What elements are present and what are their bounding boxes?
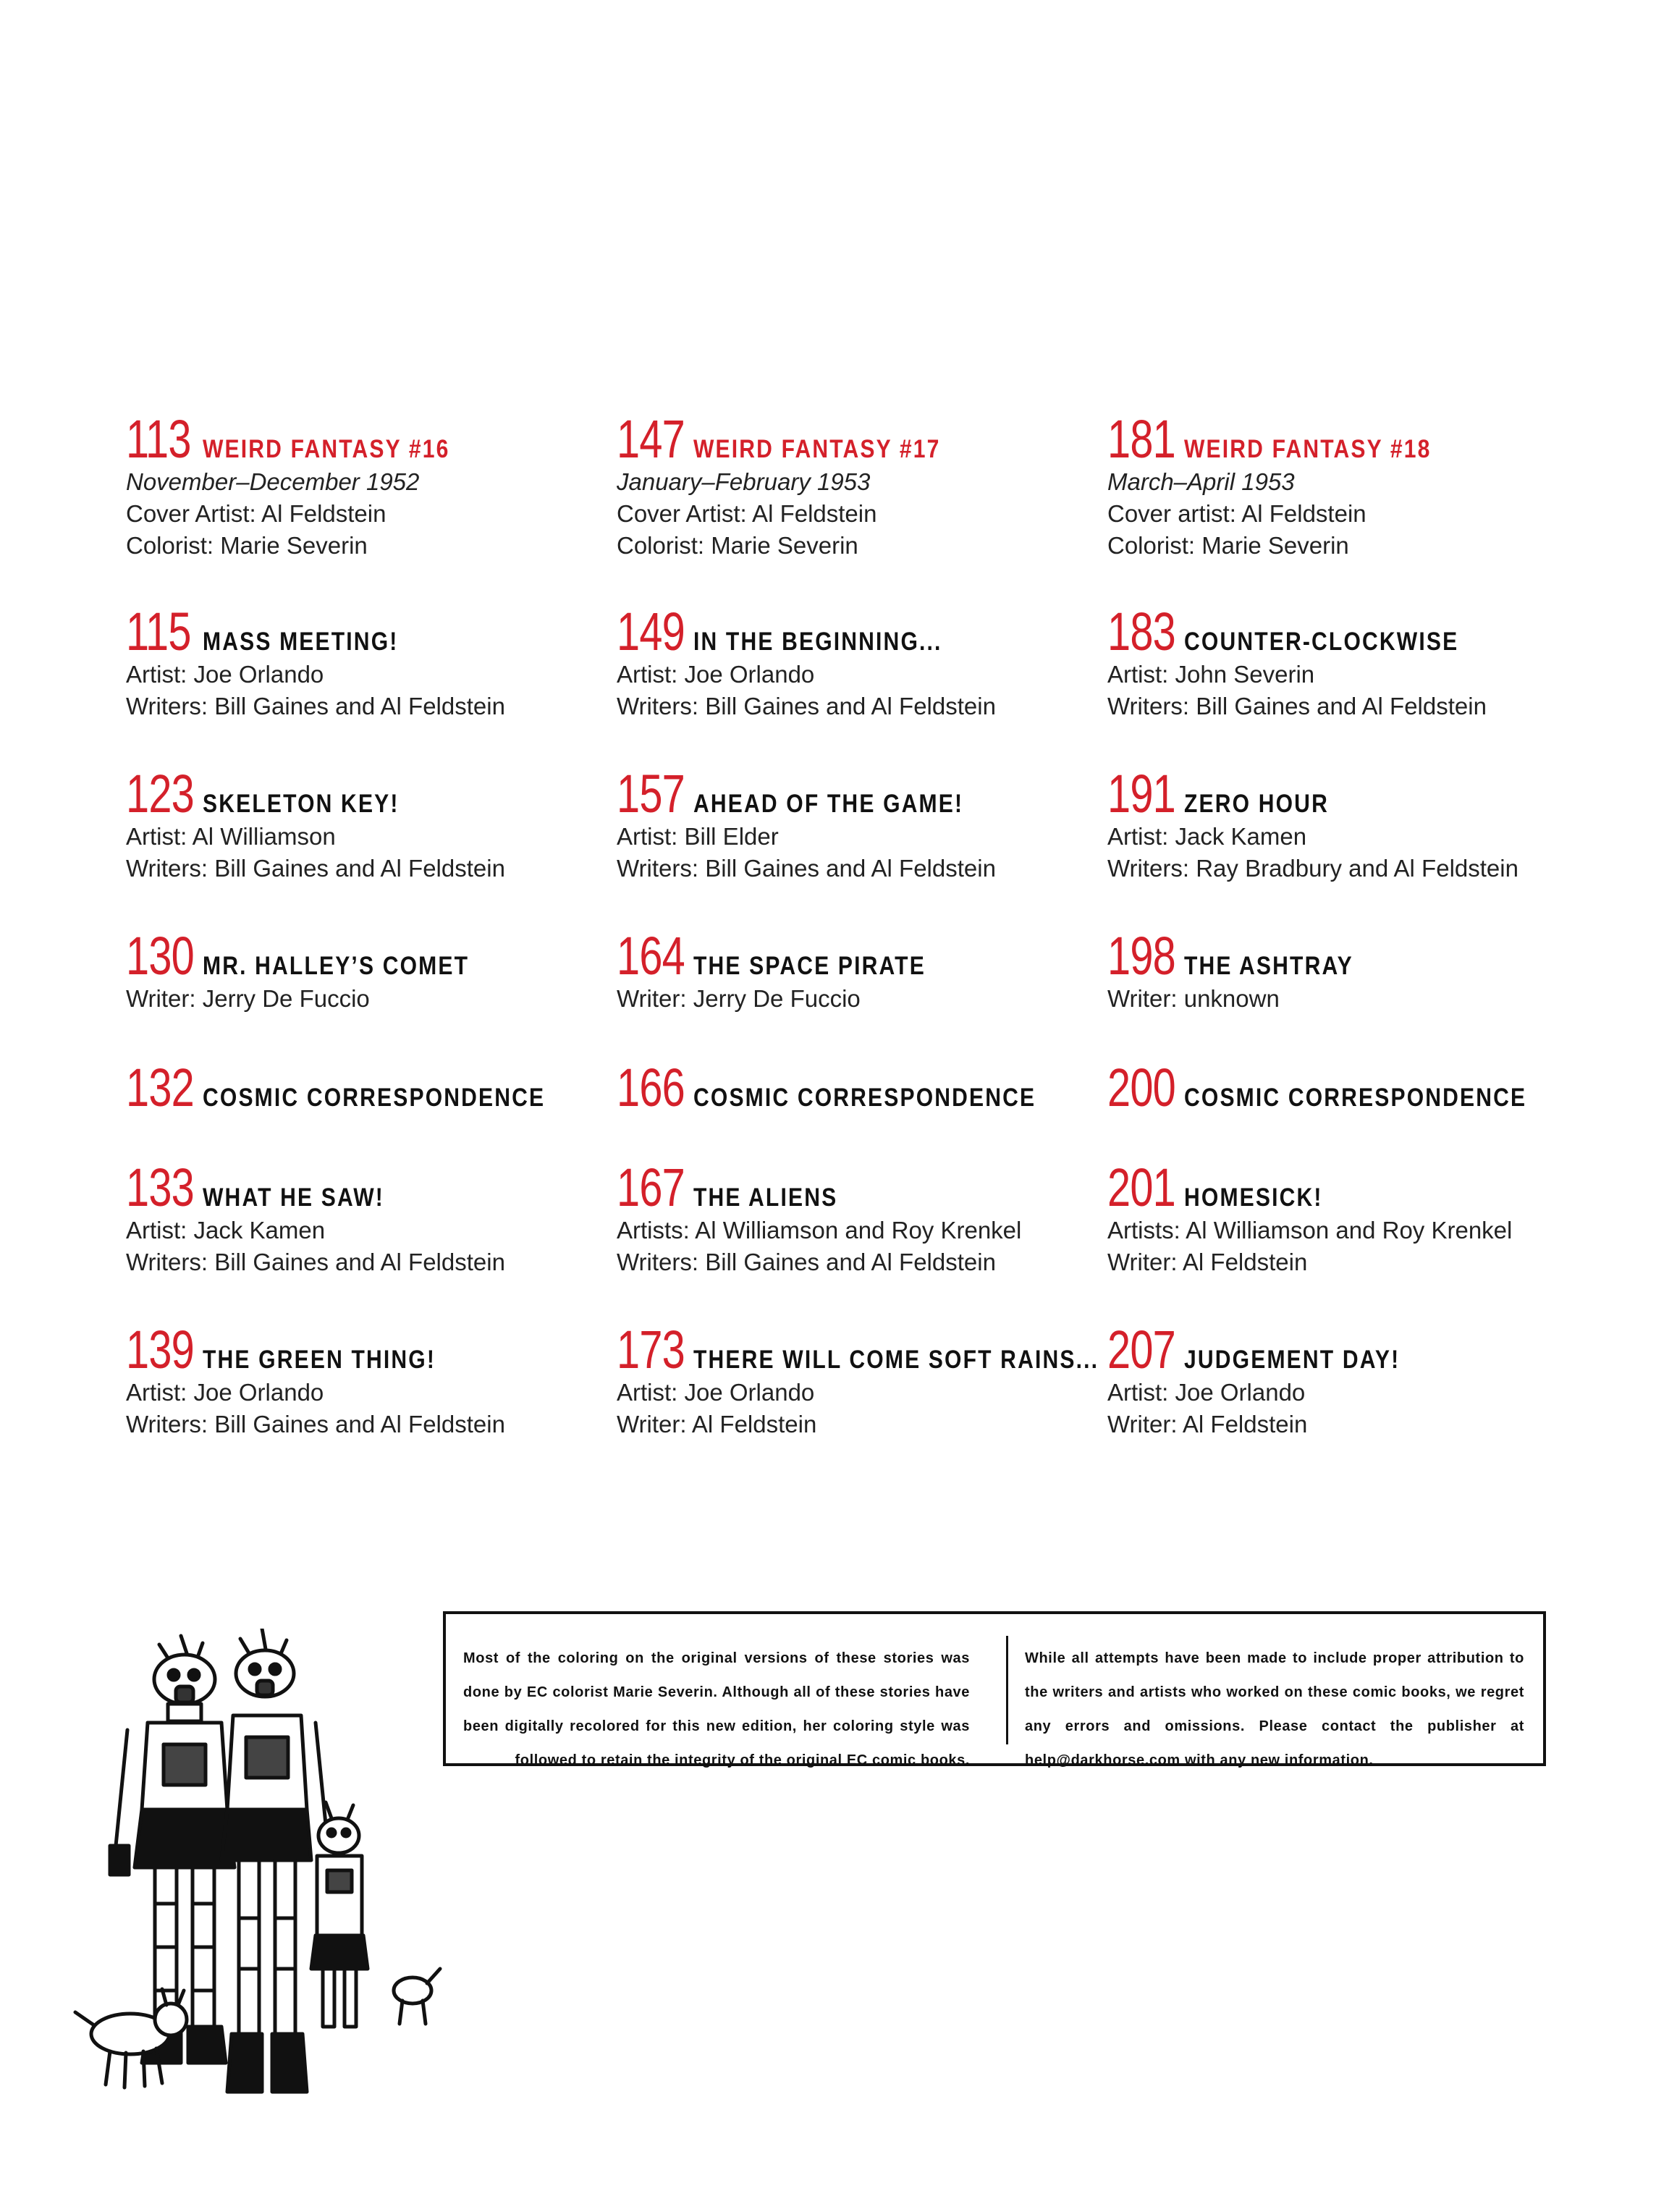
toc-entry — [617, 601, 1094, 722]
toc-entry-heading — [1107, 764, 1585, 824]
story-title: MASS MEETING! — [203, 628, 399, 656]
toc-entry-heading — [126, 764, 604, 824]
toc-entry-heading — [1107, 409, 1585, 469]
toc-entry-heading — [617, 1320, 1099, 1380]
issue-title: WEIRD FANTASY #16 — [203, 435, 450, 463]
page-number: 166 — [617, 1058, 685, 1118]
credit-line: Writer: Jerry De Fuccio — [126, 985, 370, 1012]
coloring-note: Most of the coloring on the original versions of these stories was done by EC colorist Marie Severin. Although all of these stories have been digitally recolored for this new edition, her coloring style was followed to retain the integrity of the original EC comic books. — [463, 1650, 970, 1768]
page-number: 147 — [617, 409, 685, 469]
toc-entry — [617, 1320, 1099, 1440]
story-title: WHAT HE SAW! — [203, 1183, 384, 1212]
credit-line: Colorist: Marie Severin — [617, 532, 858, 559]
credit-line: Artist: Jack Kamen — [126, 1217, 326, 1244]
story-title: JUDGEMENT DAY! — [1184, 1346, 1401, 1374]
contact-email-link[interactable]: help@darkhorse.com — [1025, 1752, 1180, 1768]
attribution-note — [1025, 1642, 1524, 1778]
toc-entry — [126, 1058, 604, 1118]
credit-line: Writers: Bill Gaines and Al Feldstein — [126, 855, 505, 882]
toc-entry — [1107, 409, 1585, 562]
page-number: 191 — [1107, 764, 1175, 824]
notes-divider — [1006, 1636, 1008, 1744]
issue-date: November–December 1952 — [126, 468, 420, 495]
toc-entry — [126, 601, 604, 722]
toc-entry-heading — [126, 1320, 604, 1380]
page-number: 123 — [126, 764, 194, 824]
toc-entry-heading — [126, 1157, 604, 1217]
credit-line: Cover Artist: Al Feldstein — [126, 500, 386, 527]
story-title: THE ASHTRAY — [1184, 952, 1353, 980]
page-number: 200 — [1107, 1058, 1175, 1118]
toc-entry — [126, 764, 604, 885]
toc-entry — [1107, 1320, 1585, 1440]
page-number: 164 — [617, 926, 685, 986]
credit-line: Artist: Joe Orlando — [126, 661, 324, 688]
credit-line: Artists: Al Williamson and Roy Krenkel — [1107, 1217, 1513, 1244]
story-title: THE ALIENS — [693, 1183, 838, 1212]
page-number: 173 — [617, 1320, 685, 1380]
credit-line: Writer: Al Feldstein — [1107, 1411, 1308, 1438]
toc-entry — [126, 1157, 604, 1278]
story-title: THE GREEN THING! — [203, 1346, 436, 1374]
credit-line: Writers: Bill Gaines and Al Feldstein — [617, 1249, 996, 1275]
credit-line: Writers: Bill Gaines and Al Feldstein — [617, 855, 996, 882]
toc-entry — [617, 764, 1094, 885]
credit-line: Colorist: Marie Severin — [126, 532, 368, 559]
toc-entry-heading — [617, 601, 1094, 662]
story-title: SKELETON KEY! — [203, 790, 400, 818]
page-number: 183 — [1107, 601, 1175, 662]
page-number: 139 — [126, 1320, 194, 1380]
toc-entry-heading — [617, 764, 1094, 824]
issue-title: WEIRD FANTASY #18 — [1184, 435, 1432, 463]
credit-line: Writers: Bill Gaines and Al Feldstein — [1107, 693, 1487, 719]
credit-line: Artist: Al Williamson — [126, 823, 336, 850]
toc-entry — [1107, 926, 1585, 1015]
toc-entry — [126, 926, 604, 1015]
credit-line: Artist: Bill Elder — [617, 823, 779, 850]
toc-entry-heading — [617, 1058, 1094, 1118]
toc-entry — [1107, 601, 1585, 722]
notes-box — [443, 1611, 1546, 1766]
toc-entry-heading — [126, 409, 604, 469]
page-number: 130 — [126, 926, 194, 986]
story-title: COSMIC CORRESPONDENCE — [203, 1084, 546, 1112]
toc-entry-heading — [126, 926, 604, 986]
credit-line: Writers: Bill Gaines and Al Feldstein — [126, 1249, 505, 1275]
credit-line: Writer: Al Feldstein — [1107, 1249, 1308, 1275]
attribution-note-text: While all attempts have been made to include proper attribution to the writers and artists who worked on these comic books, we regret any errors and omissions. Please contact the publisher at — [1025, 1650, 1524, 1734]
issue-title: WEIRD FANTASY #17 — [693, 435, 941, 463]
page-number: 115 — [126, 601, 191, 662]
toc-entry — [617, 1058, 1094, 1118]
story-title: IN THE BEGINNING... — [693, 628, 942, 656]
credit-line: Writer: Al Feldstein — [617, 1411, 817, 1438]
page-number: 198 — [1107, 926, 1175, 986]
toc-entry-heading — [617, 926, 1094, 986]
toc-entry — [617, 409, 1094, 562]
toc-entry-heading — [617, 1157, 1094, 1217]
toc-entry-heading — [126, 601, 604, 662]
toc-entry-heading — [617, 409, 1094, 469]
page-number: 113 — [126, 409, 191, 469]
page-number: 133 — [126, 1157, 194, 1217]
story-title: ZERO HOUR — [1184, 790, 1329, 818]
story-title: AHEAD OF THE GAME! — [693, 790, 964, 818]
story-title: COSMIC CORRESPONDENCE — [1184, 1084, 1527, 1112]
attribution-note-end: with any new information. — [1184, 1752, 1374, 1768]
issue-date: January–February 1953 — [617, 468, 871, 495]
toc-entry — [617, 926, 1094, 1015]
toc-entry-heading — [1107, 601, 1585, 662]
issue-date: March–April 1953 — [1107, 468, 1295, 495]
page-number: 149 — [617, 601, 685, 662]
credit-line: Artist: Jack Kamen — [1107, 823, 1307, 850]
credit-line: Artist: Joe Orlando — [617, 1379, 815, 1406]
story-title: MR. HALLEY’S COMET — [203, 952, 470, 980]
page-number: 201 — [1107, 1157, 1175, 1217]
credit-line: Writers: Ray Bradbury and Al Feldstein — [1107, 855, 1518, 882]
toc-entry — [1107, 1058, 1585, 1118]
toc-entry — [126, 409, 604, 562]
toc-entry — [617, 1157, 1094, 1278]
credit-line: Artist: John Severin — [1107, 661, 1315, 688]
credit-line: Artists: Al Williamson and Roy Krenkel — [617, 1217, 1022, 1244]
credit-line: Artist: Joe Orlando — [1107, 1379, 1306, 1406]
toc-entry — [1107, 1157, 1585, 1278]
credit-line: Colorist: Marie Severin — [1107, 532, 1349, 559]
page-number: 167 — [617, 1157, 685, 1217]
story-title: COUNTER-CLOCKWISE — [1184, 628, 1459, 656]
story-title: THE SPACE PIRATE — [693, 952, 926, 980]
toc-entry — [1107, 764, 1585, 885]
story-title: HOMESICK! — [1184, 1183, 1323, 1212]
robot-family-illustration — [72, 1629, 478, 2150]
page-number: 157 — [617, 764, 685, 824]
story-title: COSMIC CORRESPONDENCE — [693, 1084, 1036, 1112]
credit-line: Writer: Jerry De Fuccio — [617, 985, 861, 1012]
credit-line: Writer: unknown — [1107, 985, 1280, 1012]
credit-line: Writers: Bill Gaines and Al Feldstein — [126, 693, 505, 719]
page-number: 132 — [126, 1058, 194, 1118]
toc-entry-heading — [1107, 1157, 1585, 1217]
story-title: THERE WILL COME SOFT RAINS... — [693, 1346, 1099, 1374]
toc-entry-heading — [1107, 1320, 1585, 1380]
toc-entry-heading — [126, 1058, 604, 1118]
credit-line: Cover Artist: Al Feldstein — [617, 500, 877, 527]
credit-line: Artist: Joe Orlando — [617, 661, 815, 688]
page-number: 207 — [1107, 1320, 1175, 1380]
toc-entry-heading — [1107, 1058, 1585, 1118]
credit-line: Writers: Bill Gaines and Al Feldstein — [126, 1411, 505, 1438]
credit-line: Artist: Joe Orlando — [126, 1379, 324, 1406]
credit-line: Cover artist: Al Feldstein — [1107, 500, 1366, 527]
credit-line: Writers: Bill Gaines and Al Feldstein — [617, 693, 996, 719]
page-number: 181 — [1107, 409, 1175, 469]
toc-entry — [126, 1320, 604, 1440]
toc-entry-heading — [1107, 926, 1585, 986]
